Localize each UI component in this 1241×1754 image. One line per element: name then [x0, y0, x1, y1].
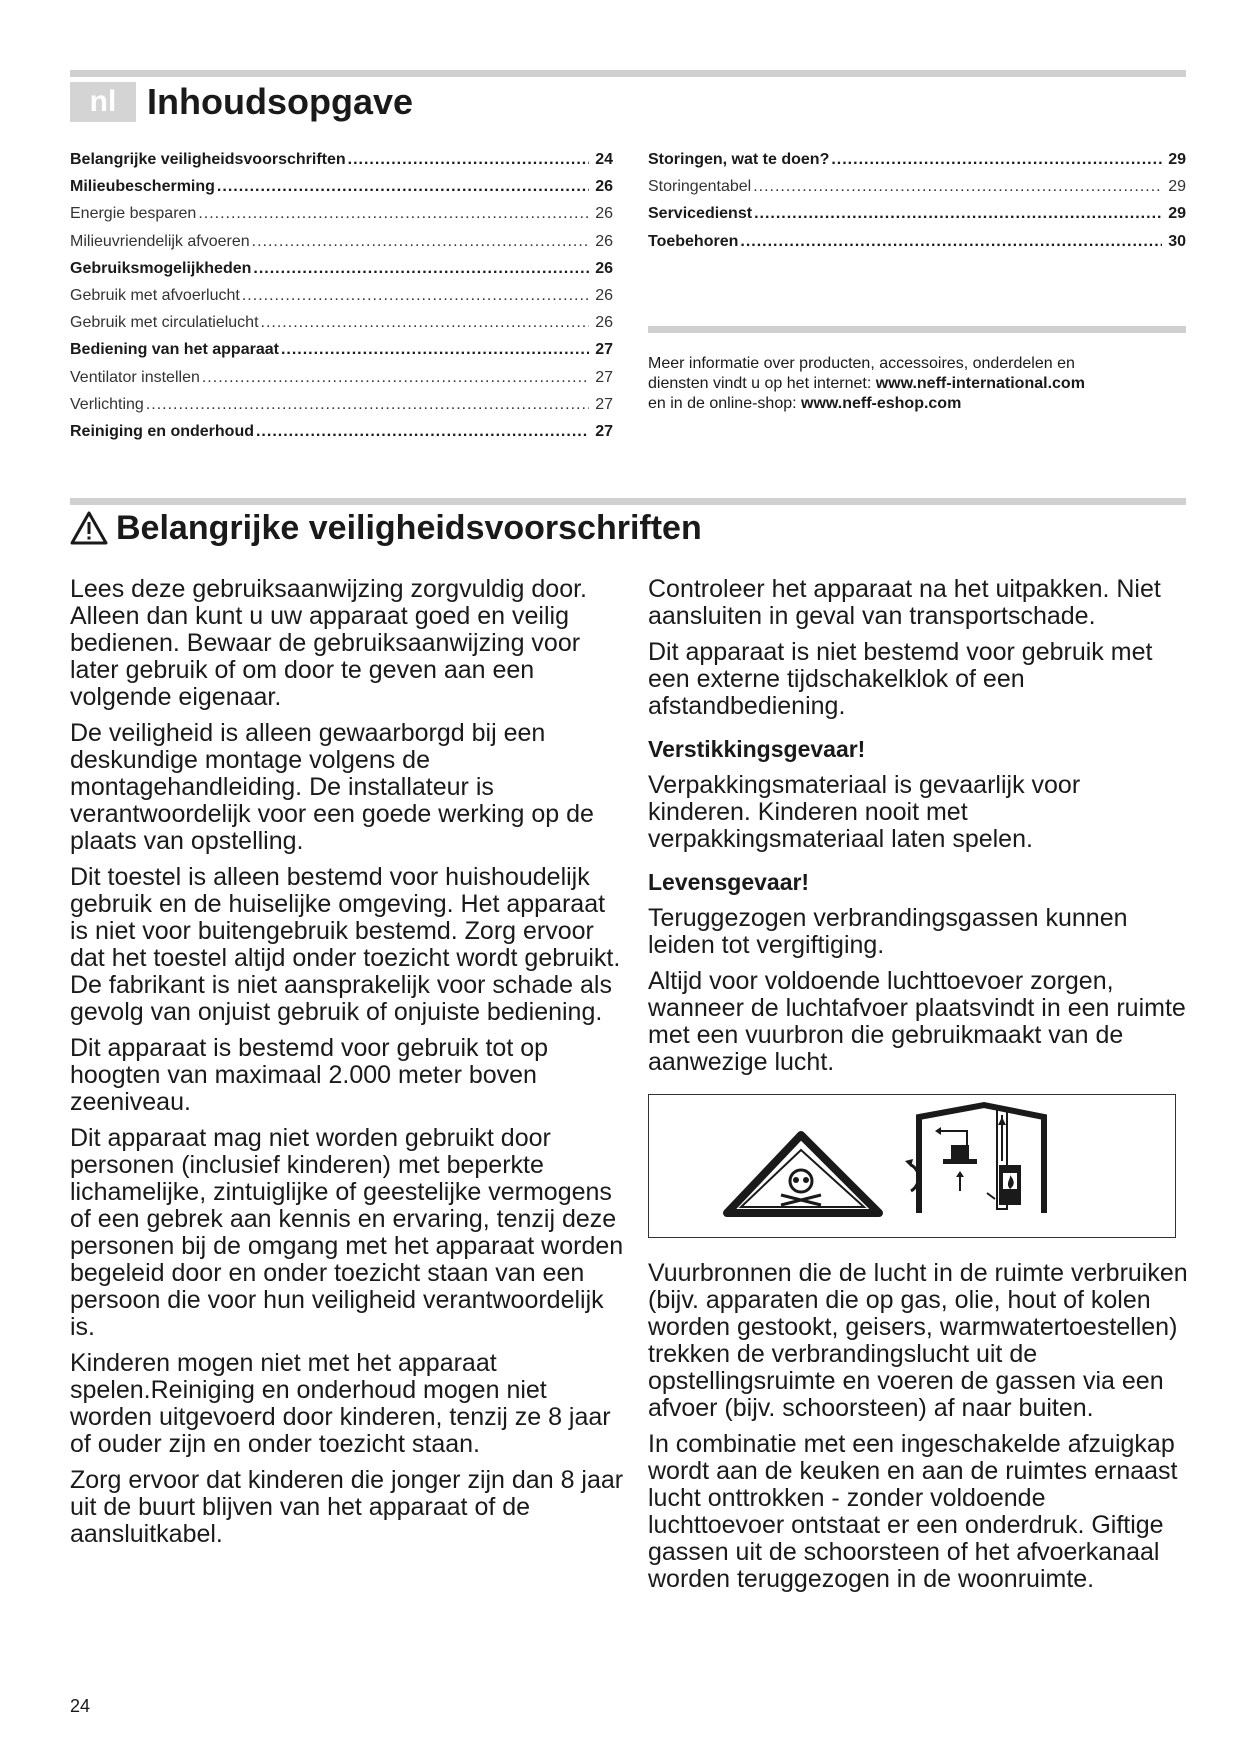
toc-entry[interactable] — [70, 205, 613, 232]
toc-entry-label: Servicedienst — [648, 205, 753, 223]
toc-entry[interactable] — [70, 314, 613, 341]
paragraph: De veiligheid is alleen gewaarborgd bij een deskundige montage volgens de montagehandleiding. De installateur is verantwoordelijk voor een goede werking op de plaats van opstelling. — [70, 719, 594, 855]
page-number: 24 — [70, 1696, 91, 1716]
section-rule — [70, 498, 1186, 505]
info-line-3-text: en in de online-shop: — [648, 395, 801, 412]
toc-entry[interactable] — [70, 396, 613, 423]
toc-entry-label: Gebruik met afvoerlucht — [70, 286, 240, 304]
toc-entry[interactable] — [70, 178, 613, 205]
toc-leader-dots — [242, 287, 589, 305]
info-line-2 — [648, 374, 1188, 394]
toc-entry[interactable] — [648, 233, 1186, 260]
info-line-3 — [648, 394, 1188, 414]
info-line-2-text: diensten vindt u op het internet: — [648, 375, 876, 392]
toc-leader-dots — [146, 396, 589, 414]
paragraph: Controleer het apparaat na het uitpakken. Niet aansluiten in geval van transportschade. — [648, 575, 1161, 630]
paragraph: In combinatie met een ingeschakelde afzuigkap wordt aan de keuken en aan de ruimtes ernaast lucht onttrokken - zonder voldoende luchttoevoer ontstaat er een onderdruk. Giftige gassen uit de schoorsteen of het afvoerkanaal worden teruggezogen in de woonruimte. — [648, 1430, 1178, 1593]
toc-entry-page: 24 — [595, 151, 613, 168]
paragraph: Dit apparaat is bestemd voor gebruik tot op hoogten van maximaal 2.000 meter boven zeeniveau. — [70, 1034, 549, 1116]
toc-leader-dots — [252, 233, 589, 251]
paragraph: Dit apparaat is niet bestemd voor gebruik met een externe tijdschakelklok of een afstandbediening. — [648, 638, 1153, 720]
toc-entry-page: 26 — [595, 205, 613, 223]
paragraph: Altijd voor voldoende luchttoevoer zorgen, wanneer de luchtafvoer plaatsvindt in een ruimte met een vuurbron die gebruikmaakt van de aanwezige lucht. — [648, 967, 1186, 1076]
eshop-link[interactable]: www.neff-eshop.com — [801, 395, 962, 412]
paragraph: Kinderen mogen niet met het apparaat spelen.Reiniging en onderhoud mogen niet worden uitgevoerd door kinderen, tenzij ze 8 jaar of ouder zijn en onder toezicht staan. — [70, 1349, 611, 1458]
toc-leader-dots — [753, 178, 1162, 196]
toc-entry-page: 27 — [595, 395, 613, 413]
toc-entry-label: Toebehoren — [648, 232, 739, 250]
toc-entry-page: 30 — [1168, 232, 1186, 250]
toc-entry-page: 26 — [595, 232, 613, 250]
section-title — [70, 506, 702, 550]
toc-right-column — [648, 151, 1186, 260]
toc-entry[interactable] — [70, 423, 613, 450]
toc-entry[interactable] — [70, 233, 613, 260]
toc-entry-page: 26 — [595, 286, 613, 304]
toc-entry-page: 27 — [595, 341, 613, 359]
info-block — [648, 354, 1188, 414]
section-title-text: Belangrijke veiligheidsvoorschriften — [116, 509, 702, 547]
toc-leader-dots — [198, 205, 589, 223]
toc-entry-page: 29 — [1168, 205, 1186, 223]
toc-entry-page: 29 — [1168, 151, 1186, 168]
toc-entry-page: 26 — [595, 259, 613, 277]
toc-leader-dots — [348, 151, 589, 169]
toc-leader-dots — [253, 260, 589, 278]
toc-entry[interactable] — [70, 287, 613, 314]
paragraph: Lees deze gebruiksaanwijzing zorgvuldig door. Alleen dan kunt u uw apparaat goed en veilig bedienen. Bewaar de gebruiksaanwijzing voor later gebruik of om door te geven aan een volgende eigenaar. — [70, 575, 587, 711]
heading-danger-to-life: Levensgevaar! — [648, 869, 810, 895]
toc-leader-dots — [831, 151, 1162, 169]
paragraph: Verpakkingsmateriaal is gevaarlijk voor kinderen. Kinderen nooit met verpakkingsmateriaal laten spelen. — [648, 771, 1081, 853]
toc-entry-label: Belangrijke veiligheidsvoorschriften — [70, 151, 346, 168]
toc-left-column — [70, 151, 613, 450]
page-title: Inhoudsopgave — [147, 81, 414, 122]
paragraph: Dit toestel is alleen bestemd voor huishoudelijk gebruik en de huiselijke omgeving. Het apparaat is niet voor buitengebruik bestemd. Zorg ervoor dat het toestel altijd onder toezicht wordt gebruikt. De fabrikant is niet aansprakelijk voor schade als gevolg van onjuist gebruik of onjuiste bediening. — [70, 863, 621, 1026]
toc-entry-label: Milieuvriendelijk afvoeren — [70, 232, 250, 250]
toc-entry-label: Ventilator instellen — [70, 368, 200, 386]
toc-entry[interactable] — [70, 369, 613, 396]
toc-leader-dots — [256, 423, 589, 441]
paragraph: Dit apparaat mag niet worden gebruikt door personen (inclusief kinderen) met beperkte lichamelijke, zintuiglijke of geestelijke vermogens of een gebrek aan kennis en ervaring, tenzij deze personen bij de omgang met het apparaat worden begeleid door en onder toezicht staan van een persoon die voor hun veiligheid verantwoordelijk is. — [70, 1124, 624, 1341]
toc-entry-page: 26 — [595, 178, 613, 196]
paragraph: Vuurbronnen die de lucht in de ruimte verbruiken (bijv. apparaten die op gas, olie, hout of kolen worden gestookt, geisers, warmwatertoestellen) trekken de verbrandingslucht uit de opstellingsruimte en voeren de gassen via een afvoer (bijv. schoorsteen) af naar buiten. — [648, 1259, 1188, 1422]
toc-leader-dots — [202, 369, 589, 387]
warning-illustration — [648, 1094, 1176, 1238]
toc-entry-label: Storingentabel — [648, 178, 752, 196]
toc-entry[interactable] — [648, 178, 1186, 205]
toc-entry-label: Gebruiksmogelijkheden — [70, 259, 252, 277]
safety-left-column — [70, 576, 630, 1557]
safety-right-column — [648, 576, 1188, 1602]
toc-leader-dots — [740, 233, 1162, 251]
info-rule — [648, 326, 1186, 333]
toc-entry-page: 27 — [595, 368, 613, 386]
toc-entry-page: 29 — [1168, 178, 1186, 196]
website-link[interactable]: www.neff-international.com — [875, 375, 1085, 392]
toc-entry[interactable] — [70, 260, 613, 287]
toc-entry-label: Milieubescherming — [70, 178, 215, 196]
toc-leader-dots — [261, 314, 589, 332]
toc-entry[interactable] — [648, 205, 1186, 232]
toc-leader-dots — [217, 178, 589, 196]
paragraph: Zorg ervoor dat kinderen die jonger zijn dan 8 jaar uit de buurt blijven van het apparaat of de aansluitkabel. — [70, 1466, 624, 1548]
info-line-1: Meer informatie over producten, accessoires, onderdelen en — [648, 355, 1075, 372]
toc-entry[interactable] — [70, 341, 613, 368]
toc-entry-page: 27 — [595, 422, 613, 440]
heading-suffocation: Verstikkingsgevaar! — [648, 736, 866, 762]
toc-entry[interactable] — [70, 151, 613, 178]
toc-entry-label: Reiniging en onderhoud — [70, 422, 254, 440]
toc-entry-label: Storingen, wat te doen? — [648, 151, 830, 168]
paragraph: Teruggezogen verbrandingsgassen kunnen leiden tot vergiftiging. — [648, 904, 1128, 959]
toc-entry-page: 26 — [595, 314, 613, 332]
toc-entry-label: Gebruik met circulatielucht — [70, 314, 259, 332]
toc-entry-label: Bediening van het apparaat — [70, 341, 279, 359]
warning-triangle-icon — [70, 511, 108, 545]
toc-entry[interactable] — [648, 151, 1186, 178]
toc-leader-dots — [754, 205, 1162, 223]
header-rule — [70, 70, 1186, 77]
poison-gas-illustration — [649, 1095, 1175, 1237]
toc-entry-label: Energie besparen — [70, 205, 197, 223]
language-badge: nl — [70, 82, 136, 122]
toc-leader-dots — [281, 341, 589, 359]
toc-entry-label: Verlichting — [70, 395, 144, 413]
